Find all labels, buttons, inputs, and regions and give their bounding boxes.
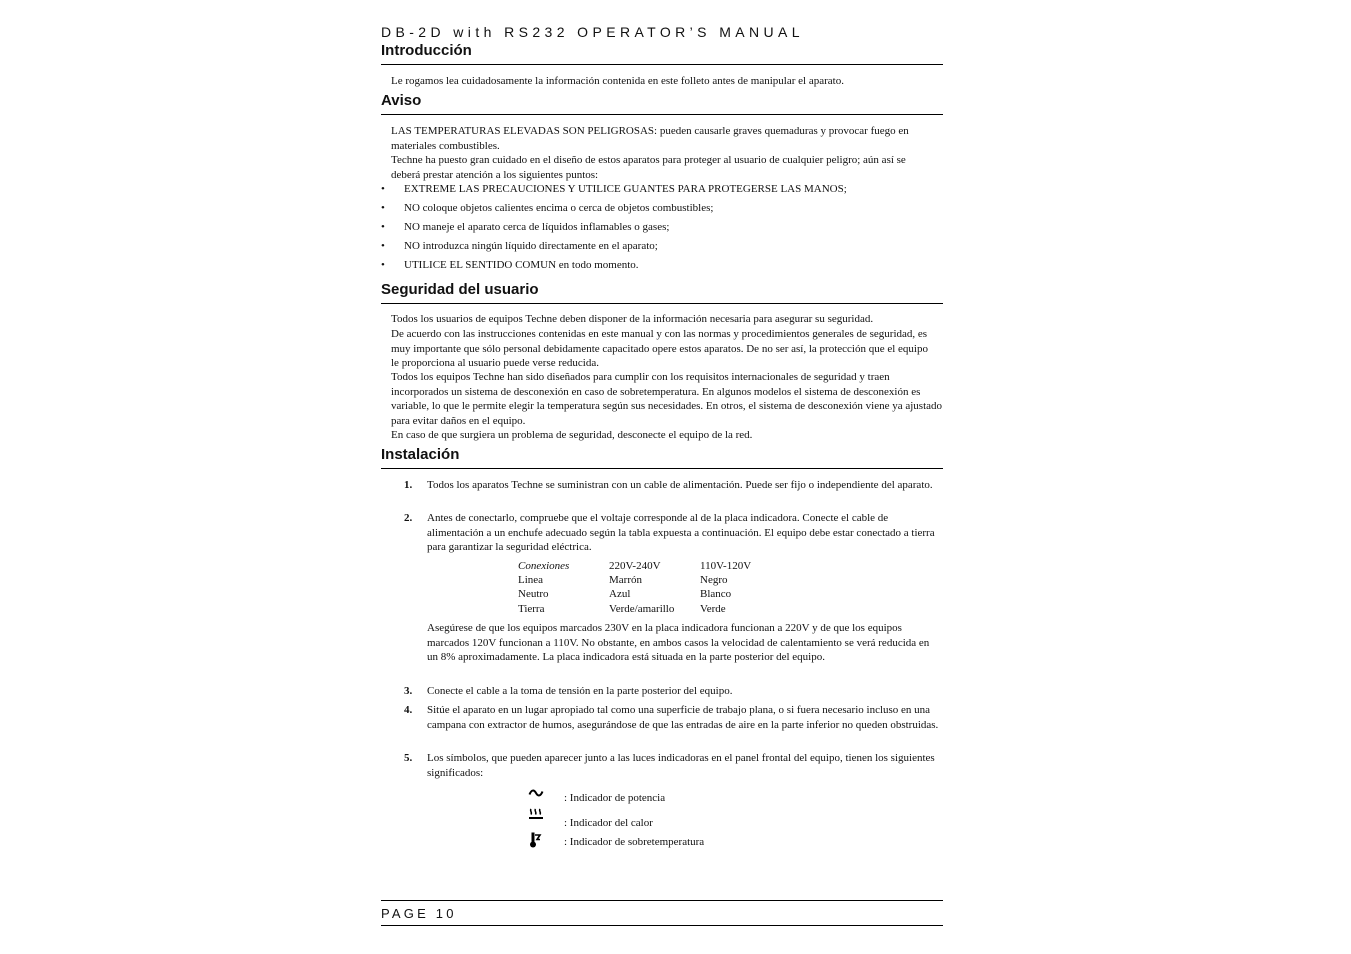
bullet-marker: •: [381, 240, 385, 252]
step-number: 5.: [404, 752, 413, 764]
section-title-intro: Introducción: [381, 42, 943, 65]
table-cell: Azul: [609, 588, 631, 601]
bullet-text: NO introduzca ningún líquido directamente en el aparato;: [404, 240, 658, 252]
step-number: 2.: [404, 512, 413, 524]
table-cell: Verde: [700, 602, 726, 615]
table-header-cell: 220V-240V: [609, 560, 661, 572]
step-text: Conecte el cable a la toma de tensión en la parte posterior del equipo.: [427, 685, 733, 697]
step-text: Todos los aparatos Techne se suministran con un cable de alimentación. Puede ser fijo o independiente del aparato.: [427, 479, 933, 491]
section-title-seguridad: Seguridad del usuario: [381, 281, 943, 304]
symbol-label: : Indicador de potencia: [564, 792, 666, 804]
bullet-marker: •: [381, 202, 385, 214]
footer-rule-bottom: [381, 925, 943, 926]
seguridad-paragraph: En caso de que surgiera un problema de seguridad, desconecte el equipo de la red.: [391, 429, 753, 441]
bullet-marker: •: [381, 183, 385, 195]
symbol-label: : Indicador del calor: [564, 817, 653, 829]
table-cell: Marrón: [609, 574, 642, 587]
section-title-aviso: Aviso: [381, 92, 943, 115]
bullet-text: NO maneje el aparato cerca de líquidos inflamables o gases;: [404, 221, 670, 233]
step-text: Sitúe el aparato en un lugar apropiado tal como una superficie de trabajo plana, o si fuera necesario incluso en una campana con extractor de humos, asegurándose de que las entradas de aire en la parte inferior no queden obstruidas.: [427, 704, 939, 731]
bullet-marker: •: [381, 259, 385, 271]
aviso-paragraph-1: LAS TEMPERATURAS ELEVADAS SON PELIGROSAS: pueden causarle graves quemaduras y provocar fuego en materiales combustibles.: [391, 125, 909, 152]
table-row: [518, 573, 780, 587]
table-header-cell: Conexiones: [518, 560, 570, 572]
table-cell: Neutro: [518, 588, 549, 601]
running-head: DB-2D with RS232 OPERATOR’S MANUAL: [381, 24, 804, 40]
overtemperature-thermometer-icon: [528, 832, 544, 848]
table-cell: Tierra: [518, 602, 545, 615]
manual-page: [381, 0, 943, 954]
table-row: [518, 602, 780, 616]
footer-rule-top: [381, 900, 943, 901]
power-tilde-icon: [528, 785, 544, 801]
intro-text: Le rogamos lea cuidadosamente la información contenida en este folleto antes de manipular el aparato.: [391, 75, 844, 87]
step-number: 3.: [404, 685, 413, 697]
table-cell: Blanco: [700, 588, 732, 601]
page-number: PAGE 10: [381, 906, 457, 921]
connections-table: [518, 559, 780, 616]
symbol-label: : Indicador de sobretemperatura: [564, 836, 705, 848]
aviso-paragraph-2: Techne ha puesto gran cuidado en el diseño de estos aparatos para proteger al usuario de cualquier peligro; aún así se deberá prestar atención a los siguientes puntos:: [391, 154, 906, 181]
seguridad-paragraph: De acuerdo con las instrucciones contenidas en este manual y con las normas y procedimientos generales de seguridad, es muy importante que sólo personal debidamente capacitado opere estos aparatos. De no ser así, la protección que el equipo le proporciona al usuario puede verse reducida.: [391, 328, 928, 369]
bullet-text: NO coloque objetos calientes encima o cerca de objetos combustibles;: [404, 202, 714, 214]
seguridad-paragraph: Todos los equipos Techne han sido diseñados para cumplir con los requisitos internacionales de seguridad y traen incorporados un sistema de desconexión en caso de sobretemperatura. En algunos modelos el sistema de desconexión es variable, lo que le permite elegir la temperatura según sus necesidades. En otros, el sistema de desconexión viene ya ajustado para evitar daños en el equipo.: [391, 371, 943, 427]
step-number: 4.: [404, 704, 413, 716]
bullet-text: UTILICE EL SENTIDO COMUN en todo momento.: [404, 259, 639, 271]
table-row: [518, 587, 780, 601]
step-number: 1.: [404, 479, 413, 491]
voltage-note: Asegúrese de que los equipos marcados 230V en la placa indicadora funcionan a 220V y de que los equipos marcados 120V funcionan a 110V. No obstante, en ambos casos la velocidad de calentamiento se verá reducida en un 8% aproximadamente. La placa indicadora está situada en la parte posterior del equipo.: [427, 622, 930, 663]
step-text: Los símbolos, que pueden aparecer junto a las luces indicadoras en el panel frontal del equipo, tienen los siguientes significados:: [427, 752, 935, 779]
bullet-marker: •: [381, 221, 385, 233]
table-header-cell: 110V-120V: [700, 560, 752, 572]
table-cell: Verde/amarillo: [609, 602, 675, 615]
step-text: Antes de conectarlo, compruebe que el voltaje corresponde al de la placa indicadora. Conecte el cable de alimentación a un enchufe adecuado según la tabla expuesta a continuación. El equipo debe estar conectado a tierra para garantizar la seguridad eléctrica.: [427, 512, 935, 553]
heat-waves-icon: [528, 807, 544, 823]
table-cell: Negro: [700, 574, 728, 587]
table-cell: Linea: [518, 574, 544, 587]
bullet-text: EXTREME LAS PRECAUCIONES Y UTILICE GUANTES PARA PROTEGERSE LAS MANOS;: [404, 183, 847, 195]
seguridad-paragraph: Todos los usuarios de equipos Techne deben disponer de la información necesaria para asegurar su seguridad.: [391, 313, 874, 325]
section-title-instalacion: Instalación: [381, 446, 943, 469]
table-header-row: [518, 559, 780, 573]
